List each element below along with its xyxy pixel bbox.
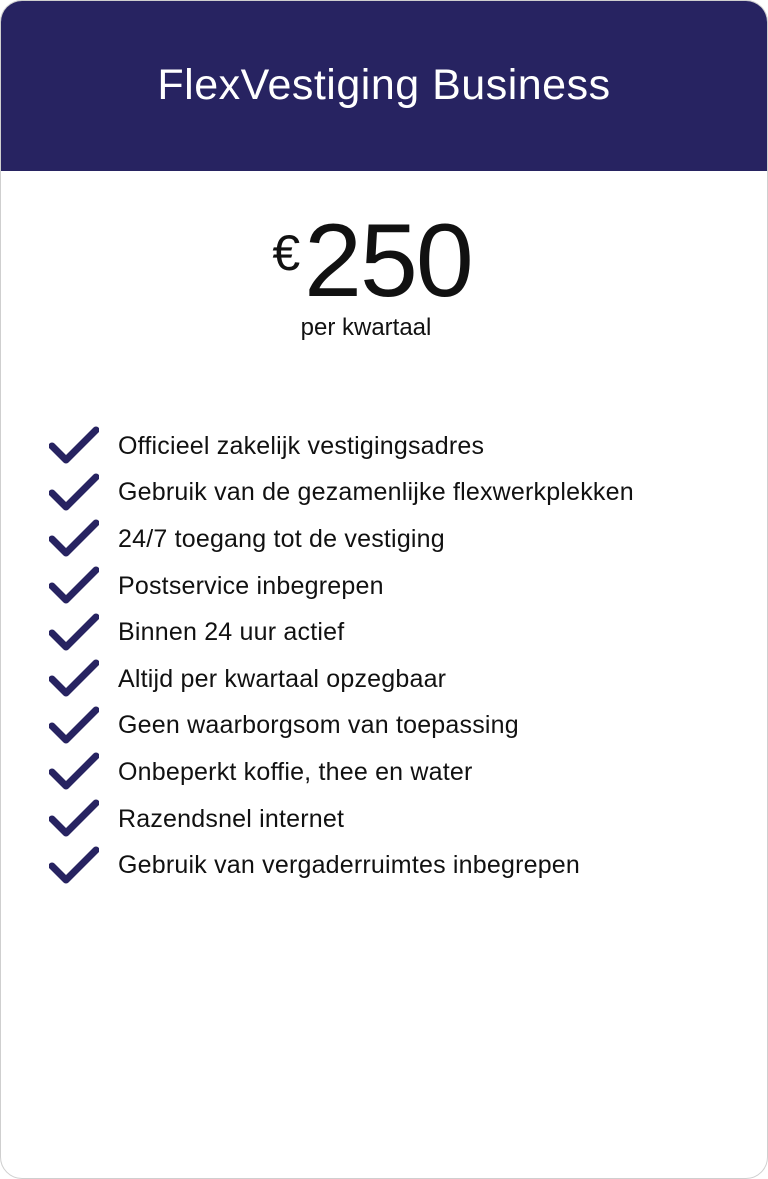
feature-item	[49, 796, 634, 843]
checkmark-icon	[49, 473, 99, 513]
card-header	[1, 1, 767, 171]
feature-item	[49, 656, 634, 703]
plan-title: FlexVestiging Business	[157, 60, 611, 109]
checkmark-icon	[49, 426, 99, 466]
price-currency: €	[272, 225, 301, 281]
feature-label: Onbeperkt koffie, thee en water	[118, 757, 473, 786]
feature-item	[49, 749, 634, 796]
checkmark-icon	[49, 752, 99, 792]
checkmark-icon	[49, 613, 99, 653]
feature-label: Razendsnel internet	[118, 804, 345, 833]
checkmark-icon	[49, 659, 99, 699]
feature-label: Altijd per kwartaal opzegbaar	[118, 664, 447, 693]
feature-label: Postservice inbegrepen	[118, 571, 384, 600]
feature-label: Gebruik van vergaderruimtes inbegrepen	[118, 851, 581, 880]
feature-item	[49, 470, 634, 517]
feature-item	[49, 842, 634, 889]
checkmark-icon	[49, 519, 99, 559]
checkmark-icon	[49, 846, 99, 886]
feature-item	[49, 703, 634, 750]
feature-item	[49, 516, 634, 563]
feature-label: Geen waarborgsom van toepassing	[118, 711, 519, 740]
feature-item	[49, 609, 634, 656]
feature-label: Binnen 24 uur actief	[118, 618, 345, 647]
checkmark-icon	[49, 799, 99, 839]
feature-label: Officieel zakelijk vestigingsadres	[118, 431, 485, 460]
feature-item	[49, 563, 634, 610]
feature-list	[49, 423, 634, 889]
price-block	[1, 203, 767, 342]
feature-item	[49, 423, 634, 470]
feature-label: 24/7 toegang tot de vestiging	[118, 524, 445, 553]
checkmark-icon	[49, 566, 99, 606]
price-amount: 250	[304, 203, 472, 319]
price-period: per kwartaal	[300, 314, 432, 341]
checkmark-icon	[49, 706, 99, 746]
price	[272, 203, 472, 319]
feature-label: Gebruik van de gezamenlijke flexwerkplekken	[118, 478, 634, 507]
